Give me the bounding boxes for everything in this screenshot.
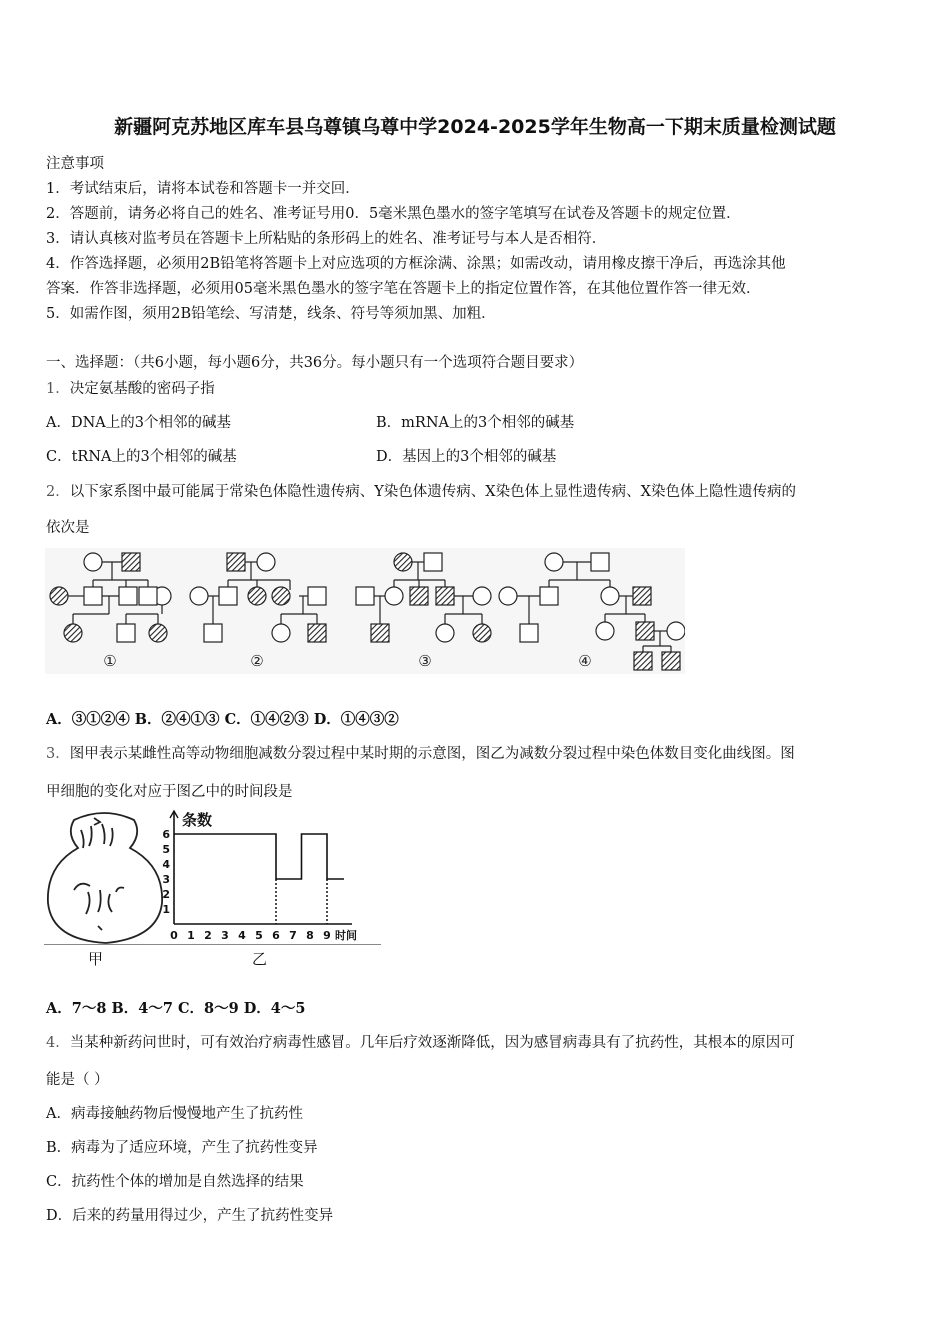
pedigree-label-3: ③ [418,652,432,670]
y-axis-label: 条数 [182,811,213,829]
x-tick-label: 3 [221,929,229,942]
notice-item: 5．如需作图，须用2B铅笔绘、写清楚，线条、符号等须加黑、加粗． [46,306,496,322]
question-2-stem: 2．以下家系图中最可能属于常染色体隐性遗传病、Y染色体遗传病、X染色体上显性遗传病、X染色体上隐性遗传病的 [46,484,796,500]
figure-jia-label: 甲 [88,950,104,968]
x-tick-label: 5 [255,929,263,942]
x-axis-label: 时间 [335,929,357,942]
q4-option-c: C．抗药性个体的增加是自然选择的结果 [46,1174,304,1190]
x-tick-label: 7 [289,929,297,942]
q1-option-c: C．tRNA上的3个相邻的碱基 [46,449,237,465]
q1-option-a: A．DNA上的3个相邻的碱基 [46,415,231,431]
x-tick-label: 9 [323,929,331,942]
pedigree-label-1: ① [103,652,117,670]
chromosome-count-chart [160,808,382,948]
question-1-stem: 1．决定氨基酸的密码子指 [46,381,215,397]
notice-item: 1．考试结束后，请将本试卷和答题卡一并交回． [46,181,360,197]
notice-item: 3．请认真核对监考员在答题卡上所粘贴的条形码上的姓名、准考证号与本人是否相符． [46,231,607,247]
y-tick-label: 2 [162,888,170,901]
x-tick-label: 1 [187,929,195,942]
x-tick-label: 6 [272,929,280,942]
x-tick-label: 8 [306,929,314,942]
notice-item: 4．作答选择题，必须用2B铅笔将答题卡上对应选项的方框涂满、涂黑；如需改动，请用橡皮擦干净后，再选涂其他 [46,256,786,272]
section-heading: 一、选择题：（共6小题，每小题6分，共36分。每小题只有一个选项符合题目要求） [46,355,584,371]
notice-heading: 注意事项 [46,156,104,172]
y-tick-label: 1 [162,903,170,916]
cell-diagram-jia [44,808,169,948]
q3-options: A．7～8 B．4～7 C．8～9 D．4～5 [46,1000,306,1017]
q2-options: A．③①②④ B．②④①③ C．①④②③ D．①④③② [46,711,399,728]
question-3-stem: 3．图甲表示某雌性高等动物细胞减数分裂过程中某时期的示意图，图乙为减数分裂过程中染色体数目变化曲线图。图 [46,746,795,762]
question-4-stem: 4．当某种新药问世时，可有效治疗病毒性感冒。几年后疗效逐渐降低，因为感冒病毒具有了抗药性，其根本的原因可 [46,1035,795,1051]
notice-item: 2．答题前，请务必将自己的姓名、准考证号用0．5毫米黑色墨水的签字笔填写在试卷及答题卡的规定位置． [46,206,741,222]
x-tick-label: 0 [170,929,178,942]
q1-option-b: B．mRNA上的3个相邻的碱基 [376,415,575,431]
q4-option-a: A．病毒接触药物后慢慢地产生了抗药性 [46,1106,303,1122]
y-tick-label: 5 [162,843,170,856]
q1-option-d: D．基因上的3个相邻的碱基 [376,449,557,465]
y-tick-label: 6 [162,828,170,841]
pedigree-label-2: ② [250,652,264,670]
question-4-stem-cont: 能是（ ） [46,1072,109,1088]
figure-divider [44,944,381,945]
y-tick-label: 3 [162,873,170,886]
y-tick-label: 4 [162,858,170,871]
series-line [174,834,344,879]
notice-item: 答案．作答非选择题，必须用05毫米黑色墨水的签字笔在答题卡上的指定位置作答，在其他位置作答一律无效． [46,281,761,297]
figure-yi-label: 乙 [252,950,268,968]
pedigree-label-4: ④ [578,652,592,670]
q4-option-b: B．病毒为了适应环境，产生了抗药性变异 [46,1140,318,1156]
x-tick-label: 2 [204,929,212,942]
pedigree-figure [45,548,685,674]
question-2-stem-cont: 依次是 [46,520,90,536]
x-tick-label: 4 [238,929,246,942]
page-title: 新疆阿克苏地区库车县乌尊镇乌尊中学2024-2025学年生物高一下期末质量检测试题 [114,116,836,138]
question-3-stem-cont: 甲细胞的变化对应于图乙中的时间段是 [46,784,293,800]
q4-option-d: D．后来的药量用得过少，产生了抗药性变异 [46,1208,334,1224]
